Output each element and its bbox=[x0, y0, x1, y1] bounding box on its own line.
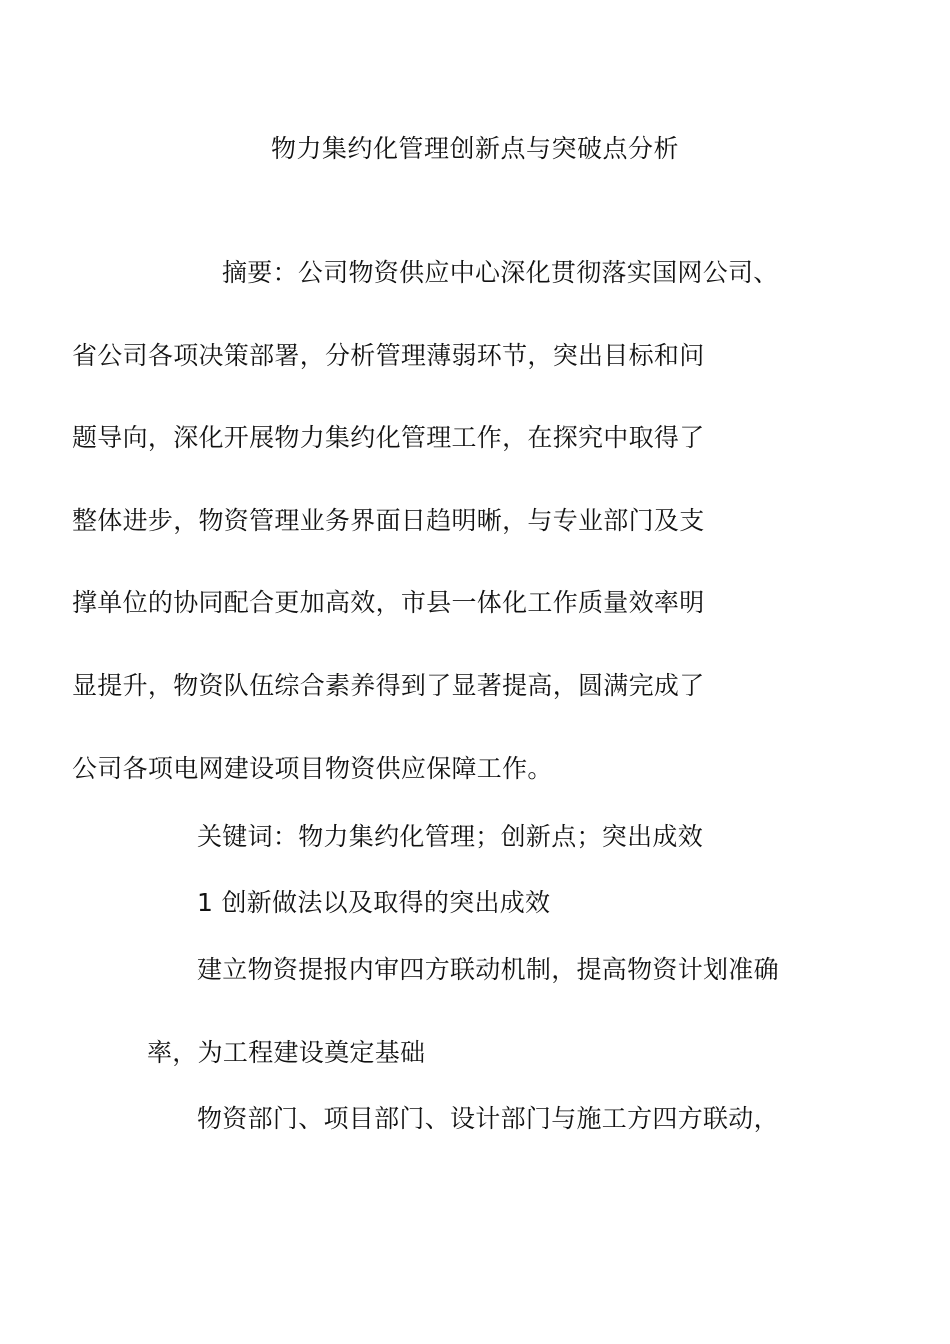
abstract-line: 摘要：公司物资供应中心深化贯彻落实国网公司、 bbox=[222, 258, 779, 287]
abstract-line: 撑单位的协同配合更加高效，市县一体化工作质量效率明 bbox=[72, 588, 705, 618]
subheading-line-2: 率，为工程建设奠定基础 bbox=[147, 1038, 426, 1067]
section-heading: 1 创新做法以及取得的突出成效 bbox=[197, 888, 551, 917]
keywords-line: 关键词：物力集约化管理；创新点；突出成效 bbox=[197, 822, 704, 851]
document-title: 物力集约化管理创新点与突破点分析 bbox=[270, 134, 679, 163]
subheading-line-1: 建立物资提报内审四方联动机制，提高物资计划准确 bbox=[197, 955, 779, 984]
abstract-line: 显提升，物资队伍综合素养得到了显著提高，圆满完成了 bbox=[72, 670, 705, 700]
abstract-paragraph bbox=[72, 232, 787, 810]
abstract-line: 省公司各项决策部署，分析管理薄弱环节，突出目标和问 bbox=[72, 340, 705, 370]
abstract-line: 题导向，深化开展物力集约化管理工作，在探究中取得了 bbox=[72, 423, 705, 453]
body-paragraph-line: 物资部门、项目部门、设计部门与施工方四方联动， bbox=[197, 1104, 779, 1133]
abstract-line: 整体进步，物资管理业务界面日趋明晰，与专业部门及支 bbox=[72, 505, 705, 535]
abstract-line: 公司各项电网建设项目物资供应保障工作。 bbox=[72, 753, 553, 783]
